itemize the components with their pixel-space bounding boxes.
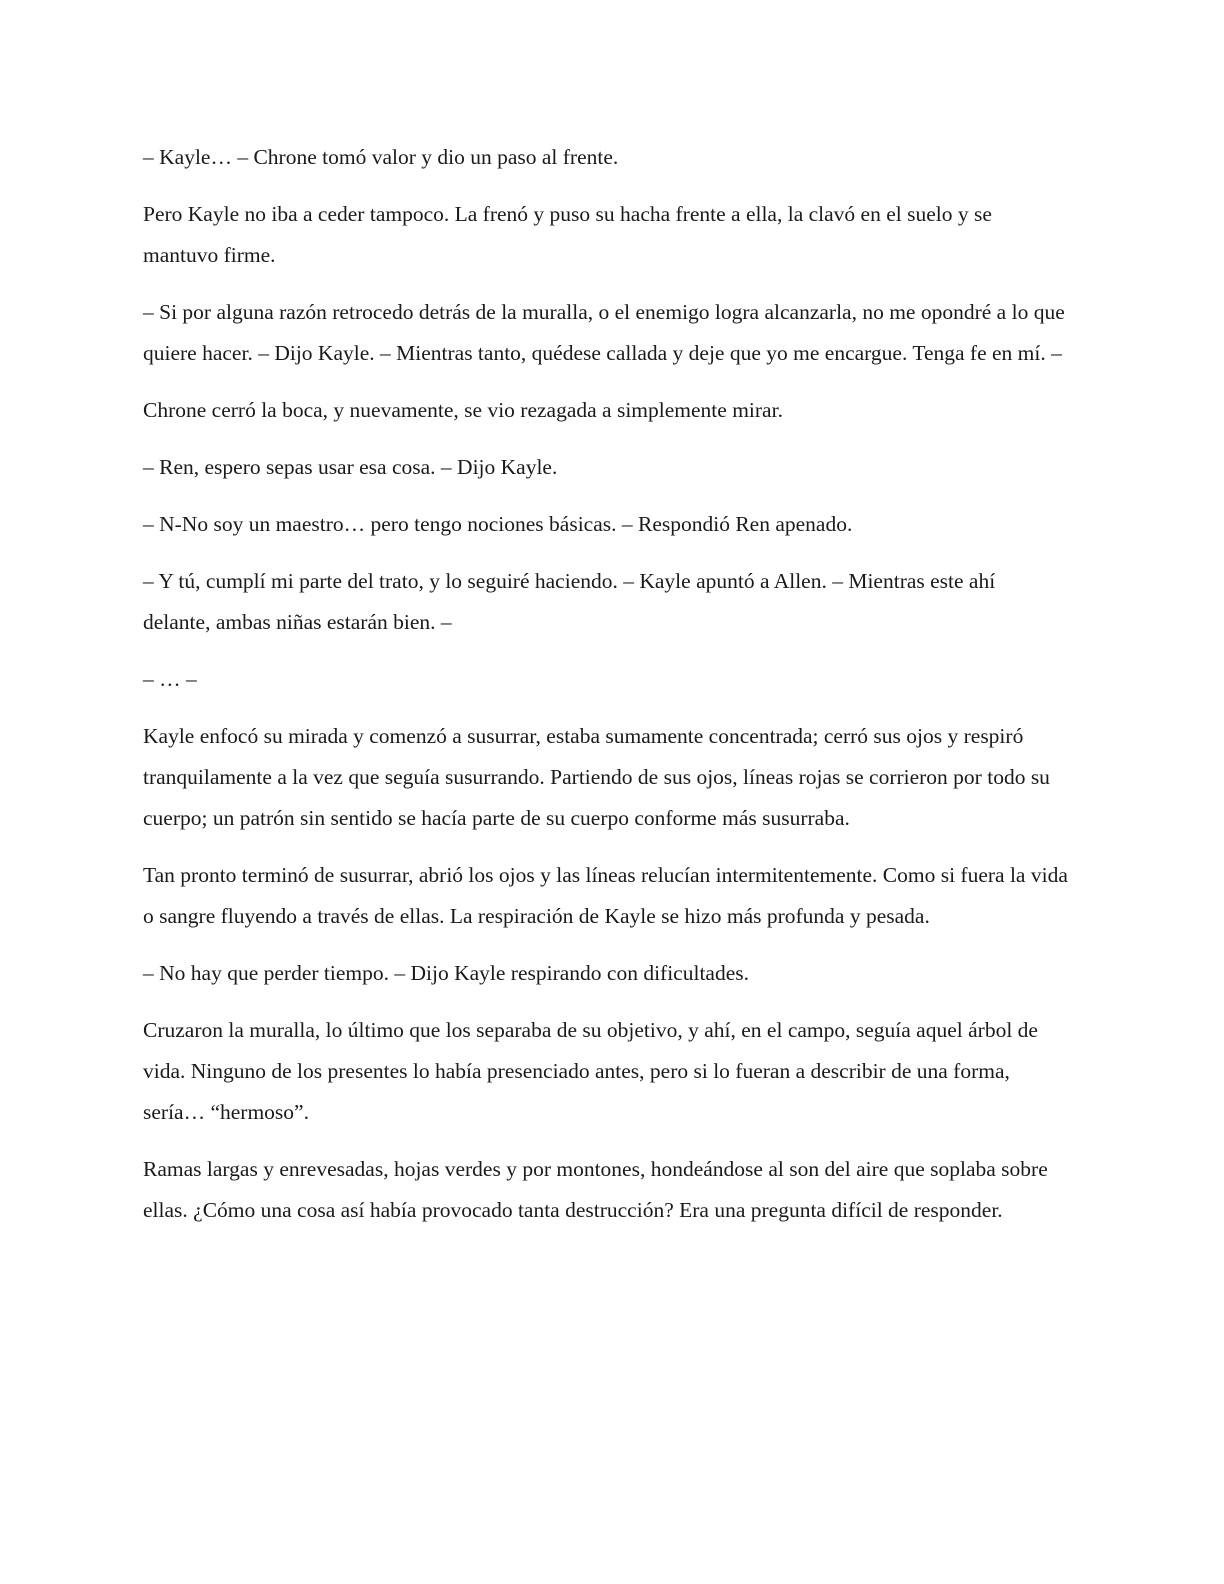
paragraph: – N-No soy un maestro… pero tengo nociones básicas. – Respondió Ren apenado. bbox=[143, 512, 853, 536]
paragraph: Cruzaron la muralla, lo último que los separaba de su objetivo, y ahí, en el campo, seguía aquel árbol de vida. Ninguno de los presentes lo había presenciado antes, pero si lo fueran a describir de una forma, sería… “hermoso”. bbox=[143, 1018, 1038, 1124]
paragraph: – Si por alguna razón retrocedo detrás de la muralla, o el enemigo logra alcanzarla, no me opondré a lo que quiere hacer. – Dijo Kayle. – Mientras tanto, quédese callada y deje que yo me encargue. Tenga fe en mí. – bbox=[143, 300, 1065, 365]
document-body bbox=[143, 137, 1068, 1247]
paragraph: Kayle enfocó su mirada y comenzó a susurrar, estaba sumamente concentrada; cerró sus ojos y respiró tranquilamente a la vez que seguía susurrando. Partiendo de sus ojos, líneas rojas se corrieron por todo su cuerpo; un patrón sin sentido se hacía parte de su cuerpo conforme más susurraba. bbox=[143, 724, 1050, 830]
paragraph: – Kayle… – Chrone tomó valor y dio un paso al frente. bbox=[143, 145, 619, 169]
paragraph: – No hay que perder tiempo. – Dijo Kayle respirando con dificultades. bbox=[143, 961, 749, 985]
paragraph: Tan pronto terminó de susurrar, abrió los ojos y las líneas relucían intermitentemente. Como si fuera la vida o sangre fluyendo a través de ellas. La respiración de Kayle se hizo más profunda y pesada. bbox=[143, 863, 1068, 928]
paragraph: – … – bbox=[143, 667, 197, 691]
paragraph: Ramas largas y enrevesadas, hojas verdes y por montones, hondeándose al son del aire que soplaba sobre ellas. ¿Cómo una cosa así había provocado tanta destrucción? Era una pregunta difícil de responder. bbox=[143, 1157, 1048, 1222]
paragraph: – Y tú, cumplí mi parte del trato, y lo seguiré haciendo. – Kayle apuntó a Allen. – Mientras este ahí delante, ambas niñas estarán bien. – bbox=[143, 569, 996, 634]
paragraph: Chrone cerró la boca, y nuevamente, se vio rezagada a simplemente mirar. bbox=[143, 398, 783, 422]
paragraph: Pero Kayle no iba a ceder tampoco. La frenó y puso su hacha frente a ella, la clavó en el suelo y se mantuvo firme. bbox=[143, 202, 992, 267]
paragraph: – Ren, espero sepas usar esa cosa. – Dijo Kayle. bbox=[143, 455, 558, 479]
